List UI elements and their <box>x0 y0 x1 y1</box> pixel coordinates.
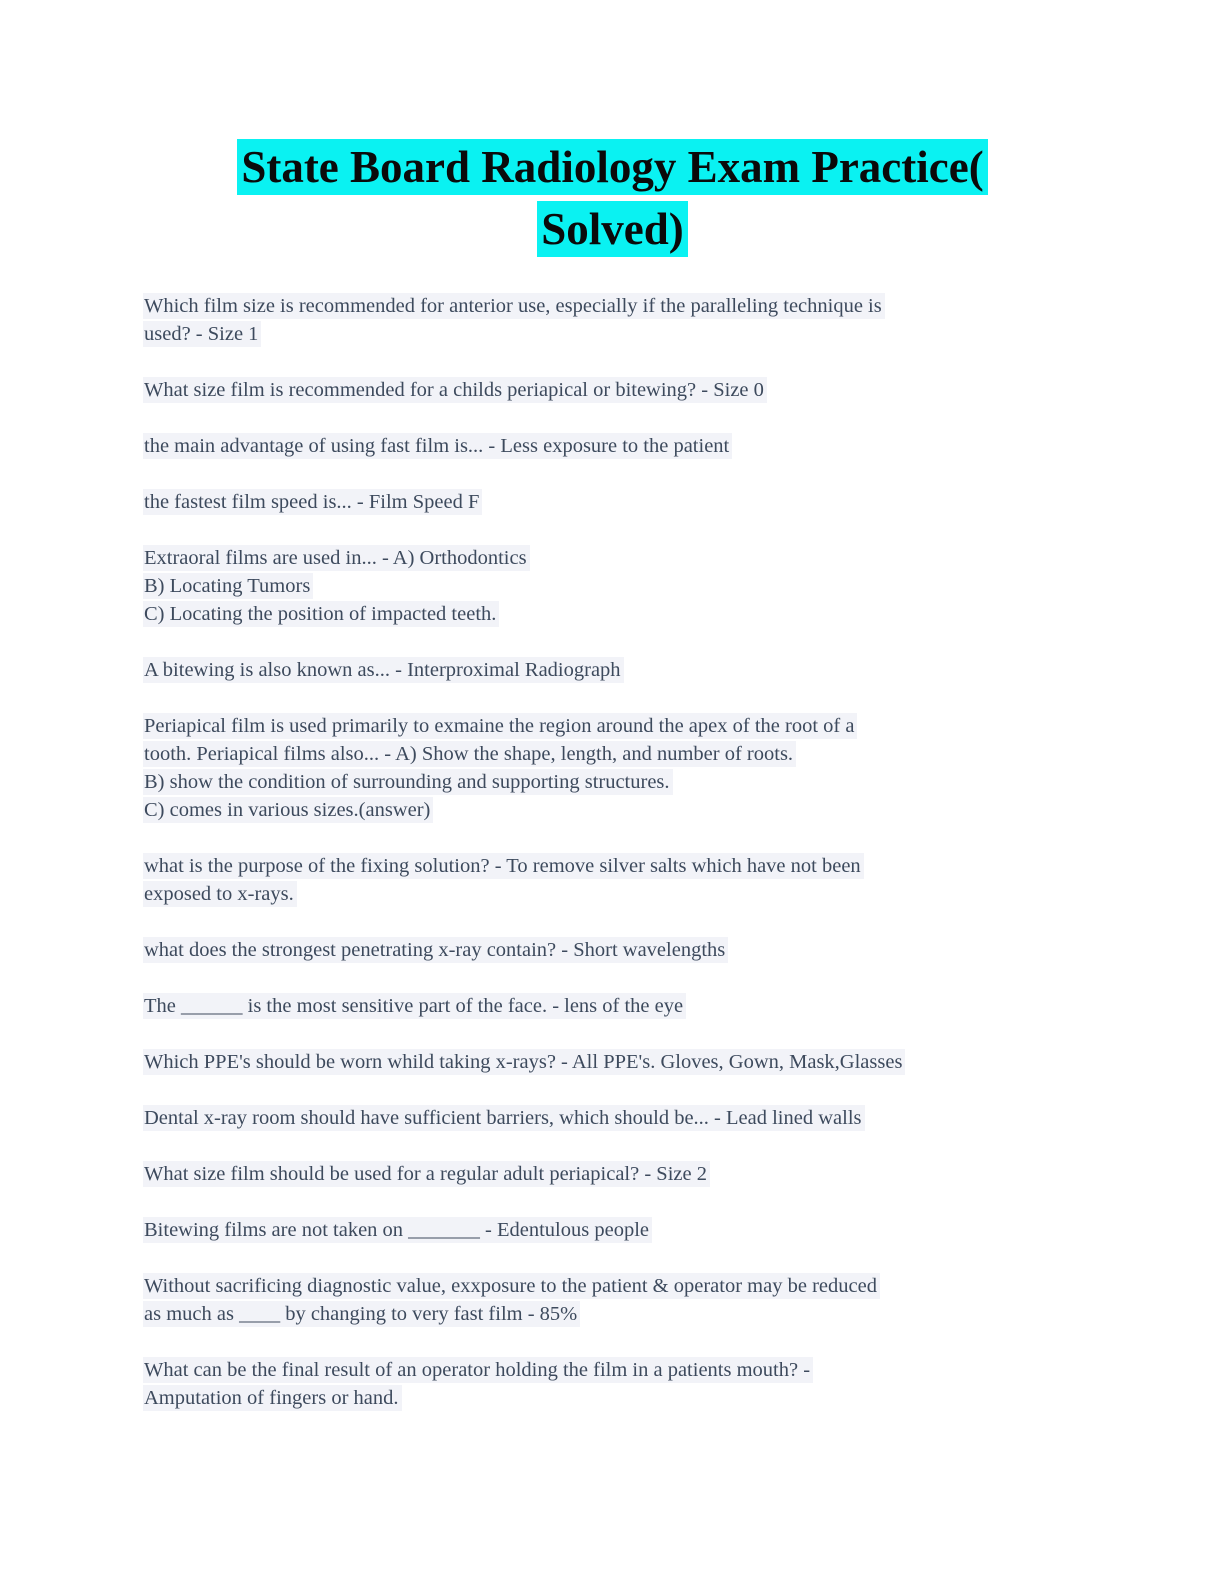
qa-paragraph <box>143 544 1082 628</box>
qa-line: Which PPE's should be worn whild taking x-rays? - All PPE's. Gloves, Gown, Mask,Glasses <box>143 1049 905 1075</box>
qa-line: used? - Size 1 <box>143 321 261 347</box>
qa-list <box>143 292 1082 1412</box>
qa-line: what does the strongest penetrating x-ray contain? - Short wavelengths <box>143 937 728 963</box>
qa-line: C) Locating the position of impacted teeth. <box>143 601 499 627</box>
qa-paragraph <box>143 936 1082 964</box>
qa-line: what is the purpose of the fixing solution? - To remove silver salts which have not been <box>143 853 864 879</box>
qa-paragraph <box>143 1104 1082 1132</box>
qa-paragraph <box>143 992 1082 1020</box>
qa-line: the fastest film speed is... - Film Speed F <box>143 489 482 515</box>
qa-paragraph <box>143 488 1082 516</box>
qa-line: exposed to x-rays. <box>143 881 297 907</box>
qa-line: The ______ is the most sensitive part of the face. - lens of the eye <box>143 993 686 1019</box>
qa-paragraph <box>143 712 1082 824</box>
qa-paragraph <box>143 1048 1082 1076</box>
qa-line: A bitewing is also known as... - Interproximal Radiograph <box>143 657 624 683</box>
qa-line: Bitewing films are not taken on _______ - Edentulous people <box>143 1217 652 1243</box>
qa-paragraph <box>143 1356 1082 1412</box>
document-title <box>143 136 1082 260</box>
qa-line: the main advantage of using fast film is... - Less exposure to the patient <box>143 433 732 459</box>
qa-paragraph <box>143 1272 1082 1328</box>
qa-line: C) comes in various sizes.(answer) <box>143 797 433 823</box>
qa-paragraph <box>143 1216 1082 1244</box>
document-title-line-2: Solved) <box>537 201 688 257</box>
qa-paragraph <box>143 432 1082 460</box>
qa-line: tooth. Periapical films also... - A) Show the shape, length, and number of roots. <box>143 741 796 767</box>
qa-paragraph <box>143 852 1082 908</box>
qa-line: B) Locating Tumors <box>143 573 313 599</box>
qa-line: Dental x-ray room should have sufficient barriers, which should be... - Lead lined walls <box>143 1105 865 1131</box>
qa-paragraph <box>143 376 1082 404</box>
qa-line: Periapical film is used primarily to exmaine the region around the apex of the root of a <box>143 713 857 739</box>
qa-paragraph <box>143 292 1082 348</box>
qa-line: Without sacrificing diagnostic value, exxposure to the patient & operator may be reduced <box>143 1273 880 1299</box>
qa-line: Which film size is recommended for anterior use, especially if the paralleling technique is <box>143 293 885 319</box>
qa-line: What size film is recommended for a childs periapical or bitewing? - Size 0 <box>143 377 767 403</box>
qa-line: B) show the condition of surrounding and supporting structures. <box>143 769 673 795</box>
qa-paragraph <box>143 656 1082 684</box>
qa-line: Extraoral films are used in... - A) Orthodontics <box>143 545 530 571</box>
qa-paragraph <box>143 1160 1082 1188</box>
qa-line: Amputation of fingers or hand. <box>143 1385 402 1411</box>
qa-line: What size film should be used for a regular adult periapical? - Size 2 <box>143 1161 710 1187</box>
qa-line: What can be the final result of an operator holding the film in a patients mouth? - <box>143 1357 813 1383</box>
document-title-line-1: State Board Radiology Exam Practice( <box>237 139 987 195</box>
qa-line: as much as ____ by changing to very fast film - 85% <box>143 1301 580 1327</box>
